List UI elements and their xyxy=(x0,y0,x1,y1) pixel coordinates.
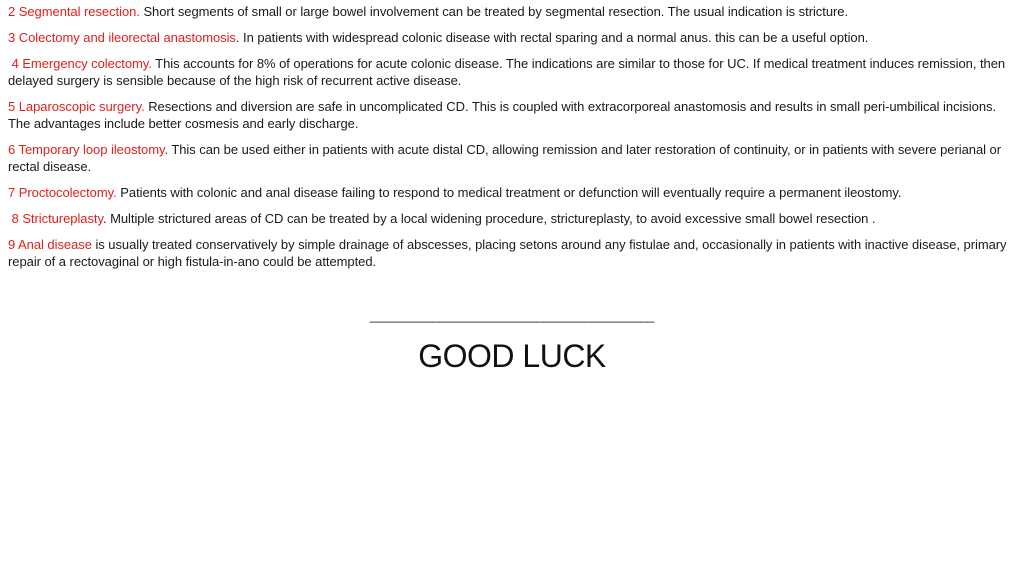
item-title: Strictureplasty xyxy=(22,211,103,226)
item-title: Anal disease xyxy=(18,237,92,252)
item-number: 9 xyxy=(8,237,16,252)
item-number: 6 xyxy=(8,142,16,157)
item-title: Laparoscopic surgery. xyxy=(18,99,145,114)
item-number: 8 xyxy=(11,211,19,226)
list-item-proctocolectomy xyxy=(8,184,1018,201)
item-title: Segmental resection. xyxy=(18,4,140,19)
divider-line: _________________________________________ xyxy=(369,308,655,323)
list-item-colectomy xyxy=(8,29,1018,46)
item-title: Colectomy and ileorectal anastomosis xyxy=(18,30,236,45)
list-item-laparoscopic-surgery xyxy=(8,98,1018,132)
item-number: 5 xyxy=(8,99,16,114)
list-item-anal-disease xyxy=(8,236,1018,270)
list-item-strictureplasty xyxy=(8,210,1018,227)
item-text: Patients with colonic and anal disease failing to respond to medical treatment or defunction will eventually require a permanent ileostomy. xyxy=(120,185,902,200)
list-item-loop-ileostomy xyxy=(8,141,1018,175)
list-item-segmental-resection xyxy=(8,3,1018,20)
list-item-emergency-colectomy xyxy=(8,55,1018,89)
item-text: . In patients with widespread colonic disease with rectal sparing and a normal anus. this can be a useful option. xyxy=(235,30,869,45)
item-number: 7 xyxy=(8,185,16,200)
item-number: 2 xyxy=(8,4,16,19)
item-text: . Multiple strictured areas of CD can be treated by a local widening procedure, strictureplasty, to avoid excessive small bowel resection . xyxy=(102,211,876,226)
item-number: 4 xyxy=(11,56,19,71)
item-title: Proctocolectomy. xyxy=(18,185,117,200)
item-text: is usually treated conservatively by simple drainage of abscesses, placing setons around any fistulae and, occasionally in patients with inactive disease, primary repair of a rectovaginal or high fistula-in-ano could be attempted. xyxy=(8,237,1007,269)
item-title: Emergency colectomy. xyxy=(22,56,152,71)
item-text: Short segments of small or large bowel involvement can be treated by segmental resection. The usual indication is stricture. xyxy=(143,4,849,19)
closing-heading: GOOD LUCK xyxy=(418,338,606,374)
item-text: . This can be used either in patients with acute distal CD, allowing remission and later restoration of continuity, or in patients with severe perianal or rectal disease. xyxy=(8,142,1002,174)
item-text: Resections and diversion are safe in uncomplicated CD. This is coupled with extracorporeal anastomosis and results in small peri-umbilical incisions. The advantages include better cosmesis and early discharge. xyxy=(8,99,997,131)
treatment-list xyxy=(8,3,1018,279)
item-number: 3 xyxy=(8,30,16,45)
item-title: Temporary loop ileostomy xyxy=(18,142,165,157)
item-text: This accounts for 8% of operations for acute colonic disease. The indications are similar to those for UC. If medical treatment induces remission, then delayed surgery is sensible because of the high risk of recurrent active disease. xyxy=(8,56,1006,88)
